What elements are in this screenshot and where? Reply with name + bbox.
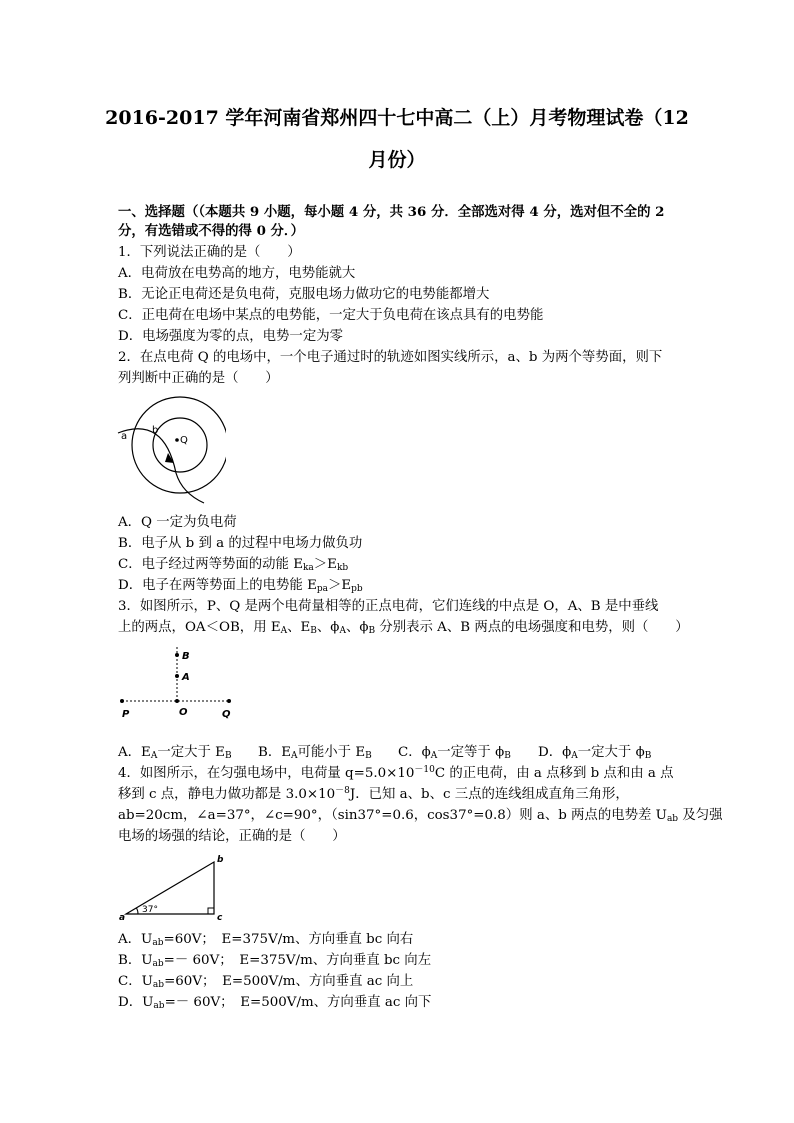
triangle-abc xyxy=(126,862,214,914)
label-a: a xyxy=(119,913,126,922)
q4-stem-line1: 4．如图所示，在匀强电场中，电荷量 $q=5.0\times 10^{-10}C$ 的正电荷，由 a 点移到 b 点和由 a 点 xyxy=(118,765,674,781)
label-q: Q xyxy=(180,435,188,446)
label-b: b xyxy=(152,425,159,436)
q4-stem-line2: 移到 c 点，静电力做功都是 $3.0\times 10^{-8}J$．已知 a、b、c 三点的连线组成直角三角形， xyxy=(118,786,629,802)
q1-option-b: B．无论正电荷还是负电荷，克服电场力做功它的电势能都增大 xyxy=(118,287,490,302)
q3-option-c: C．$\phi_A$一定等于 $\phi_B$ xyxy=(398,745,511,761)
q2-option-b: B．电子从 b 到 a 的过程中电场力做负功 xyxy=(118,536,363,551)
right-angle-mark xyxy=(208,908,214,914)
q3-option-d: D．$\phi_A$一定大于 $\phi_B$ xyxy=(538,745,652,761)
label-c: c xyxy=(217,913,223,922)
point-p-dot xyxy=(120,699,124,703)
q2-stem-line2: 列判断中正确的是（ ） xyxy=(118,371,279,386)
q3-option-b: B．$E_A$可能小于 $E_B$ xyxy=(258,745,372,761)
q4-stem-line4: 电场的场强的结论，正确的是（ ） xyxy=(118,829,346,844)
angle-arc xyxy=(137,908,139,914)
q2-figure xyxy=(116,393,226,508)
q3-stem-line2: 上的两点，OA＜OB，用 $E_A$、$E_B$、$\phi_A$、$\phi_B$ 分别表示 A、B 两点的电场强度和电势，则（ ） xyxy=(118,620,689,636)
q4-figure xyxy=(118,852,230,922)
label-b: B xyxy=(182,651,190,662)
q4-stem-line3: ab=20cm，∠a=37°，∠c=90°，（sin37°=0.6，cos37°=0.8）则 a、b 两点的电势差 $U_{ab}$ 及匀强 xyxy=(118,808,723,824)
exam-title-line1: 2016-2017 学年河南省郑州四十七中高二（上）月考物理试卷（12 xyxy=(105,107,689,129)
label-a: A xyxy=(182,672,190,683)
q2-option-c: C．电子经过两等势面的动能 $E_{ka}>E_{kb}$ xyxy=(118,557,349,573)
point-b-dot xyxy=(175,653,179,657)
q4-option-b: B．$U_{ab}=- 60V$； E=375V/m、方向垂直 bc 向左 xyxy=(118,953,432,969)
q3-figure xyxy=(114,643,244,723)
point-o-dot xyxy=(175,699,179,703)
point-a-dot xyxy=(175,674,179,678)
label-p: P xyxy=(122,709,130,720)
section-heading-line1: 一、选择题（（本题共 9 小题，每小题 4 分，共 36 分．全部选对得 4 分，选对但不全的 2 xyxy=(118,204,665,220)
q4-option-d: D．$U_{ab}=- 60V$； E=500V/m、方向垂直 ac 向下 xyxy=(118,995,432,1011)
q4-option-a: A．$U_{ab}=60V$； E=375V/m、方向垂直 bc 向右 xyxy=(118,932,414,948)
q2-option-a: A．Q 一定为负电荷 xyxy=(118,515,237,530)
q1-option-c: C．正电荷在电场中某点的电势能，一定大于负电荷在该点具有的电势能 xyxy=(118,308,544,323)
q2-stem-line1: 2．在点电荷 Q 的电场中，一个电子通过时的轨迹如图实线所示，a、b 为两个等势面，则下 xyxy=(118,350,663,365)
q3-stem-line1: 3．如图所示，P、Q 是两个电荷量相等的正点电荷，它们连线的中点是 O，A、B 是中垂线 xyxy=(118,599,659,614)
exam-title-line2: 月份） xyxy=(368,149,426,171)
q4-option-c: C．$U_{ab}=60V$； E=500V/m、方向垂直 ac 向上 xyxy=(118,974,414,990)
trajectory-arrow xyxy=(165,453,174,463)
q3-option-a: A．$E_A$一定大于 $E_B$ xyxy=(118,745,232,761)
outer-equipotential-circle xyxy=(132,397,226,493)
section-heading-line2: 分，有选错或不得的得 0 分．） xyxy=(118,223,305,239)
q1-stem: 1．下列说法正确的是（ ） xyxy=(118,245,301,260)
q1-option-d: D．电场强度为零的点，电势一定为零 xyxy=(118,329,343,344)
q2-option-d: D．电子在两等势面上的电势能 $E_{pa}>E_{pb}$ xyxy=(118,578,363,594)
label-q: Q xyxy=(222,709,231,720)
label-angle: 37° xyxy=(142,905,158,915)
label-a: a xyxy=(121,431,128,442)
label-b: b xyxy=(217,855,224,865)
charge-q-dot xyxy=(175,438,179,442)
label-o: O xyxy=(179,707,188,718)
point-q-dot xyxy=(227,699,231,703)
q1-option-a: A．电荷放在电势高的地方，电势能就大 xyxy=(118,266,356,281)
